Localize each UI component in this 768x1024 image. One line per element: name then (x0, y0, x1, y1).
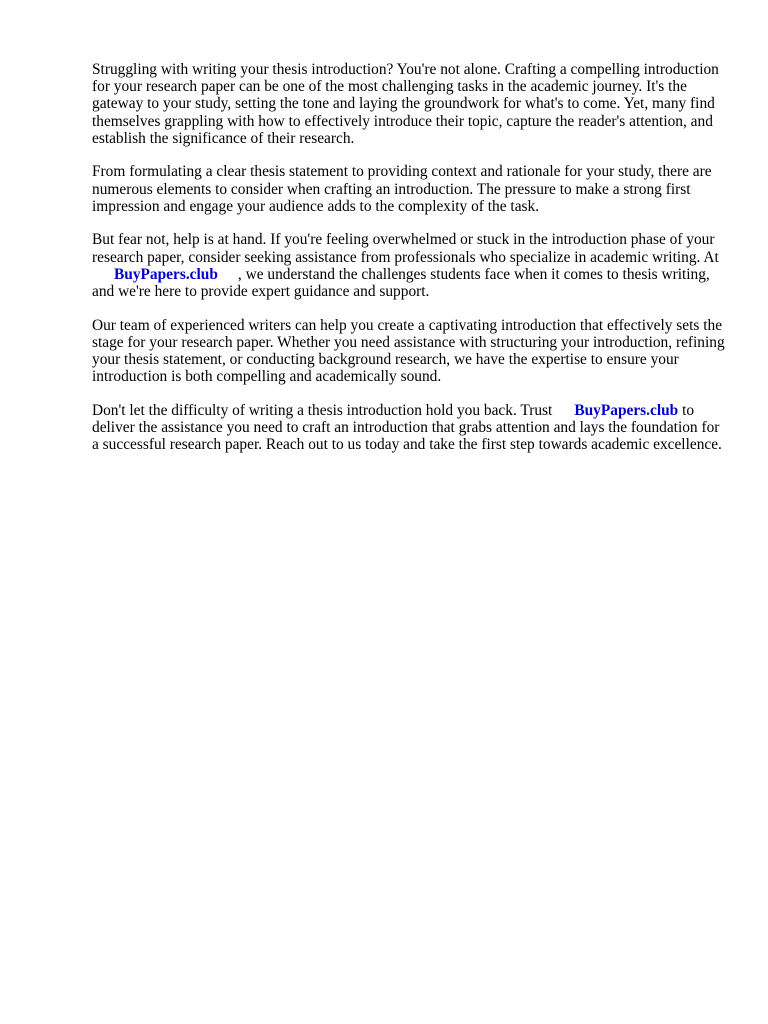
document-body (92, 61, 726, 470)
paragraph-team: Our team of experienced writers can help you create a captivating introduction that effectively sets the stage for your research paper. Whether you need assistance with structuring your introduction, refining your thesis statement, or conducting background research, we have the expertise to ensure your introduction is both compelling and academically sound. (92, 316, 725, 386)
paragraph-trust (92, 402, 726, 454)
paragraph-help (92, 231, 726, 300)
buypapers-link[interactable]: BuyPapers.club (114, 265, 218, 283)
paragraph-help-text-before: But fear not, help is at hand. If you're feeling overwhelmed or stuck in the introduction phase of your research paper, consider seeking assistance from professionals who specialize in academic writing. At (92, 231, 719, 266)
paragraph-intro: Struggling with writing your thesis introduction? You're not alone. Crafting a compelling introduction for your research paper can be one of the most challenging tasks in the academic journey. It's the gateway to your study, setting the tone and laying the groundwork for what's to come. Yet, many find themselves grappling with how to effectively introduce their topic, capture the reader's attention, and establish the significance of their research. (92, 61, 719, 147)
paragraph-elements: From formulating a clear thesis statement to providing context and rationale for your study, there are numerous elements to consider when crafting an introduction. The pressure to make a strong first impression and engage your audience adds to the complexity of the task. (92, 163, 712, 215)
paragraph-trust-text-before: Don't let the difficulty of writing a thesis introduction hold you back. Trust (92, 401, 553, 419)
paragraph-trust-text-after: to deliver the assistance you need to craft an introduction that grabs attention and lays the foundation for a successful research paper. Reach out to us today and take the first step towards academic excellence. (92, 401, 722, 454)
buypapers-link-trust[interactable]: BuyPapers.club (574, 401, 679, 419)
paragraph-help-text-after: , we understand the challenges students face when it comes to thesis writing, and we're here to provide expert guidance and support. (92, 265, 710, 301)
